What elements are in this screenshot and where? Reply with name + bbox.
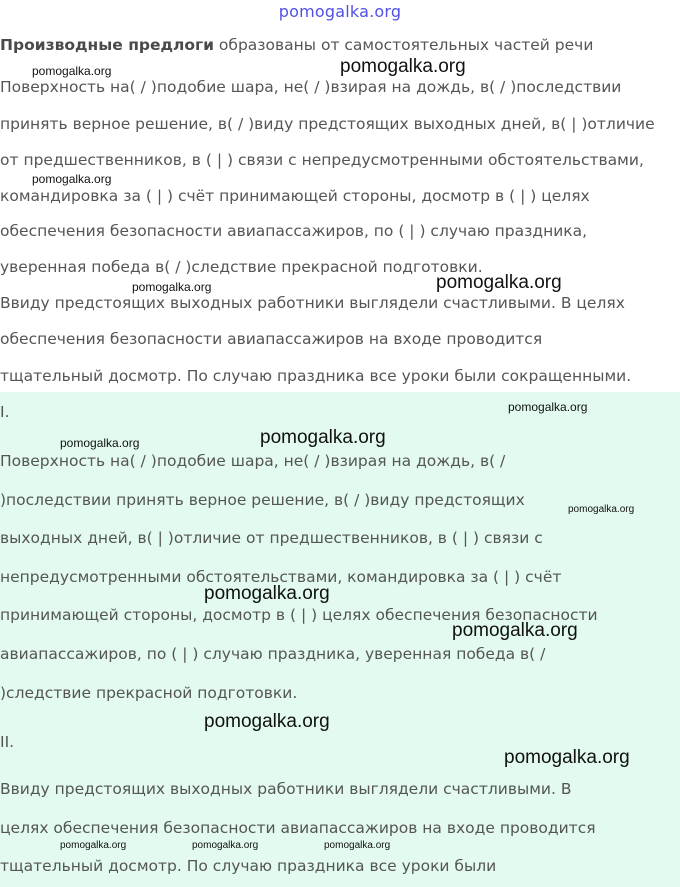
watermark: pomogalka.org bbox=[568, 504, 635, 515]
watermark: pomogalka.org bbox=[324, 840, 391, 851]
passage-line: обеспечения безопасности авиапассажиров, по ( | ) случаю праздника, bbox=[0, 222, 588, 240]
watermark: pomogalka.org bbox=[60, 436, 140, 450]
passage-line: тщательный досмотр. По случаю праздника все уроки были сокращенными. bbox=[0, 367, 632, 385]
watermark: pomogalka.org bbox=[508, 400, 588, 414]
answer-line: Поверхность на( / )подобие шара, не( / )взирая на дождь, в( / bbox=[0, 452, 506, 470]
watermark: pomogalka.org bbox=[260, 427, 386, 448]
answer-line: авиапассажиров, по ( | ) случаю праздника, уверенная победа в( / bbox=[0, 645, 546, 663]
answer-line: тщательный досмотр. По случаю праздника все уроки были bbox=[0, 857, 497, 875]
passage-line: командировка за ( | ) счёт принимающей стороны, досмотр в ( | ) целях bbox=[0, 187, 590, 205]
site-logo[interactable]: pomogalka.org bbox=[278, 2, 402, 21]
part2-label: II. bbox=[0, 733, 15, 751]
answer-line: непредусмотренными обстоятельствами, командировка за ( | ) счёт bbox=[0, 568, 562, 586]
answer-line: Ввиду предстоящих выходных работники выглядели счастливыми. В bbox=[0, 780, 572, 798]
intro-line bbox=[0, 35, 593, 55]
passage-line: от предшественников, в ( | ) связи с непредусмотренными обстоятельствами, bbox=[0, 151, 644, 169]
watermark: pomogalka.org bbox=[132, 280, 212, 294]
watermark: pomogalka.org bbox=[340, 56, 466, 77]
answer-line: принимающей стороны, досмотр в ( | ) целях обеспечения безопасности bbox=[0, 606, 598, 624]
passage-line: уверенная победа в( / )следствие прекрасной подготовки. bbox=[0, 258, 483, 276]
answer-line: целях обеспечения безопасности авиапассажиров на входе проводится bbox=[0, 819, 596, 837]
watermark: pomogalka.org bbox=[32, 172, 112, 186]
watermark: pomogalka.org bbox=[204, 583, 330, 604]
passage-line: обеспечения безопасности авиапассажиров на входе проводится bbox=[0, 330, 543, 348]
answer-line: )последствии принять верное решение, в( / )виду предстоящих bbox=[0, 491, 525, 509]
watermark: pomogalka.org bbox=[436, 272, 562, 293]
passage-line: Поверхность на( / )подобие шара, не( / )взирая на дождь, в( / )последствии bbox=[0, 78, 622, 96]
intro-term: Производные предлоги bbox=[0, 36, 214, 54]
watermark: pomogalka.org bbox=[504, 747, 630, 768]
watermark: pomogalka.org bbox=[204, 711, 330, 732]
passage-line: принять верное решение, в( / )виду предстоящих выходных дней, в( | )отличие bbox=[0, 115, 655, 133]
watermark: pomogalka.org bbox=[452, 620, 578, 641]
part1-label: I. bbox=[0, 403, 10, 421]
watermark: pomogalka.org bbox=[192, 840, 259, 851]
watermark: pomogalka.org bbox=[32, 64, 112, 78]
watermark: pomogalka.org bbox=[60, 840, 127, 851]
intro-definition: образованы от самостоятельных частей речи bbox=[214, 36, 594, 54]
passage-line: Ввиду предстоящих выходных работники выглядели счастливыми. В целях bbox=[0, 294, 625, 312]
answer-line: )следствие прекрасной подготовки. bbox=[0, 684, 298, 702]
answer-line: выходных дней, в( | )отличие от предшественников, в ( | ) связи с bbox=[0, 529, 543, 547]
